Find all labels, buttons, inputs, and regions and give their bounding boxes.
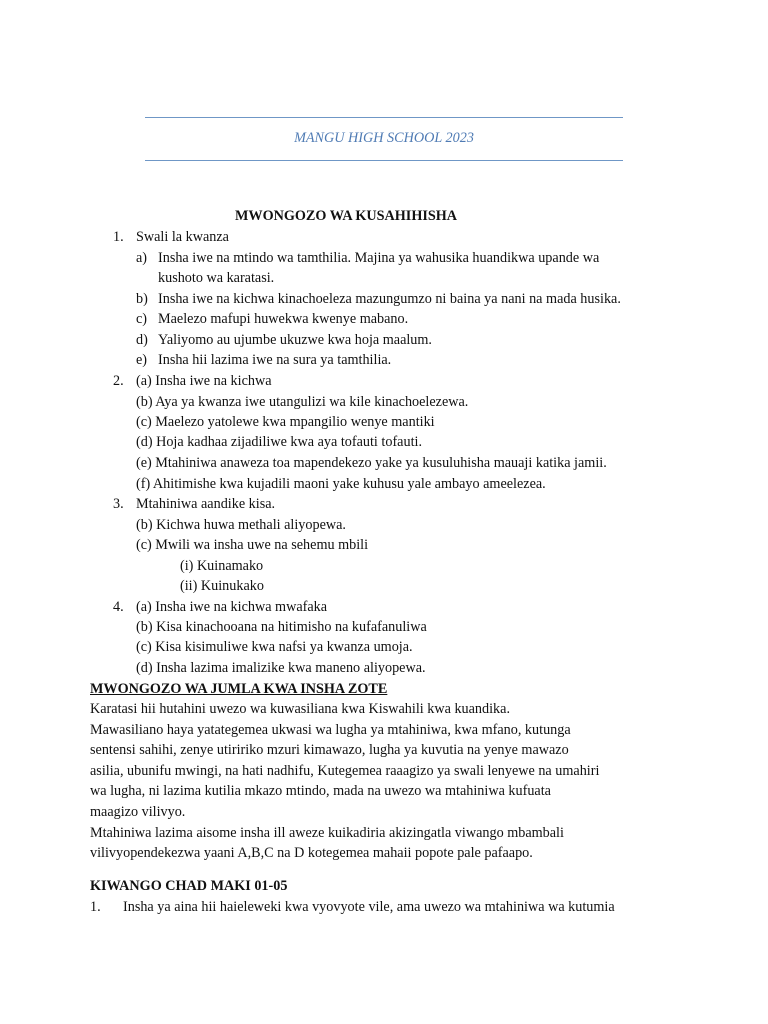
q2-number: 2. [113, 373, 124, 389]
header-bottom-rule [145, 160, 623, 161]
q3-item: (b) Kichwa huwa methali aliyopewa. [136, 517, 346, 533]
school-header: MANGU HIGH SCHOOL 2023 [294, 130, 474, 146]
q3-number: 3. [113, 496, 124, 512]
q1-item-label: c) [136, 311, 148, 327]
q1-item-text: Maelezo mafupi huwekwa kwenye mabano. [158, 311, 409, 327]
q2-item: (d) Hoja kadhaa zijadiliwe kwa aya tofauti tofauti. [136, 434, 423, 450]
page-title: MWONGOZO WA KUSAHIHISHA [235, 208, 458, 224]
q1-item-text: Insha hii lazima iwe na sura ya tamthilia. [158, 352, 392, 368]
q4-item: (d) Insha lazima imalizike kwa maneno aliyopewa. [136, 660, 426, 676]
q2-item: (c) Maelezo yatolewe kwa mpangilio wenye mantiki [136, 414, 435, 430]
general-paragraph-line: Mawasiliano haya yatategemea ukwasi wa lugha ya mtahiniwa, kwa mfano, kutunga [90, 722, 571, 738]
q1-text: Swali la kwanza [136, 229, 229, 245]
q2-item: (e) Mtahiniwa anaweza toa mapendekezo yake ya kusuluhisha mauaji katika jamii. [136, 455, 607, 471]
q1-item-text: Insha iwe na kichwa kinachoeleza mazungumzo ni baina ya nani na mada husika. [158, 291, 621, 307]
kiwango-heading: KIWANGO CHAD MAKI 01-05 [90, 878, 288, 894]
q1-item-label: e) [136, 352, 148, 368]
q1-item-continuation: kushoto wa karatasi. [158, 270, 275, 286]
q3-item: (c) Mwili wa insha uwe na sehemu mbili [136, 537, 369, 553]
q1-item-text: Insha iwe na mtindo wa tamthilia. Majina ya wahusika huandikwa upande wa [158, 250, 600, 266]
q1-item-label: b) [136, 291, 148, 307]
general-paragraph-line: asilia, ubunifu mwingi, na hati nadhifu, Kutegemea raaagizo ya swali lenyewe na umahiri [90, 763, 600, 779]
general-paragraph-line: maagizo vilivyo. [90, 804, 186, 820]
q2-item: (f) Ahitimishe kwa kujadili maoni yake kuhusu yale ambayo ameelezea. [136, 476, 546, 492]
q1-item-text: Yaliyomo au ujumbe ukuzwe kwa hoja maalum. [158, 332, 432, 348]
general-paragraph-line: Mtahiniwa lazima aisome insha ill aweze kuikadiria akizingatla viwango mbambali [90, 825, 564, 841]
q4-item: (b) Kisa kinachooana na hitimisho na kufafanuliwa [136, 619, 427, 635]
general-paragraph-line: wa lugha, ni lazima kutilia mkazo mtindo, mada na uwezo wa mtahiniwa kufuata [90, 783, 551, 799]
q3-subitem: (ii) Kuinukako [180, 578, 264, 594]
q4-item: (c) Kisa kisimuliwe kwa nafsi ya kwanza umoja. [136, 639, 413, 655]
q4-item: (a) Insha iwe na kichwa mwafaka [136, 599, 328, 615]
q2-item: (b) Aya ya kwanza iwe utangulizi wa kile kinachoelezewa. [136, 394, 469, 410]
general-paragraph-line: Karatasi hii hutahini uwezo wa kuwasiliana kwa Kiswahili kwa kuandika. [90, 701, 510, 717]
header-top-rule [145, 117, 623, 118]
q3-text: Mtahiniwa aandike kisa. [136, 496, 276, 512]
q3-subitem: (i) Kuinamako [180, 558, 264, 574]
q2-item: (a) Insha iwe na kichwa [136, 373, 272, 389]
q1-number: 1. [113, 229, 124, 245]
general-paragraph-line: sentensi sahihi, zenye utiririko mzuri kimawazo, lugha ya kuvutia na yenye mawazo [90, 742, 569, 758]
kiwango-number: 1. [90, 899, 101, 915]
kiwango-text: Insha ya aina hii haieleweki kwa vyovyote vile, ama uwezo wa mtahiniwa wa kutumia [123, 899, 615, 915]
general-paragraph-line: vilivyopendekezwa yaani A,B,C na D kotegemea mahaii popote pale pafaapo. [90, 845, 533, 861]
general-heading: MWONGOZO WA JUMLA KWA INSHA ZOTE [90, 681, 388, 697]
q4-number: 4. [113, 599, 124, 615]
q1-item-label: d) [136, 332, 148, 348]
q1-item-label: a) [136, 250, 148, 266]
